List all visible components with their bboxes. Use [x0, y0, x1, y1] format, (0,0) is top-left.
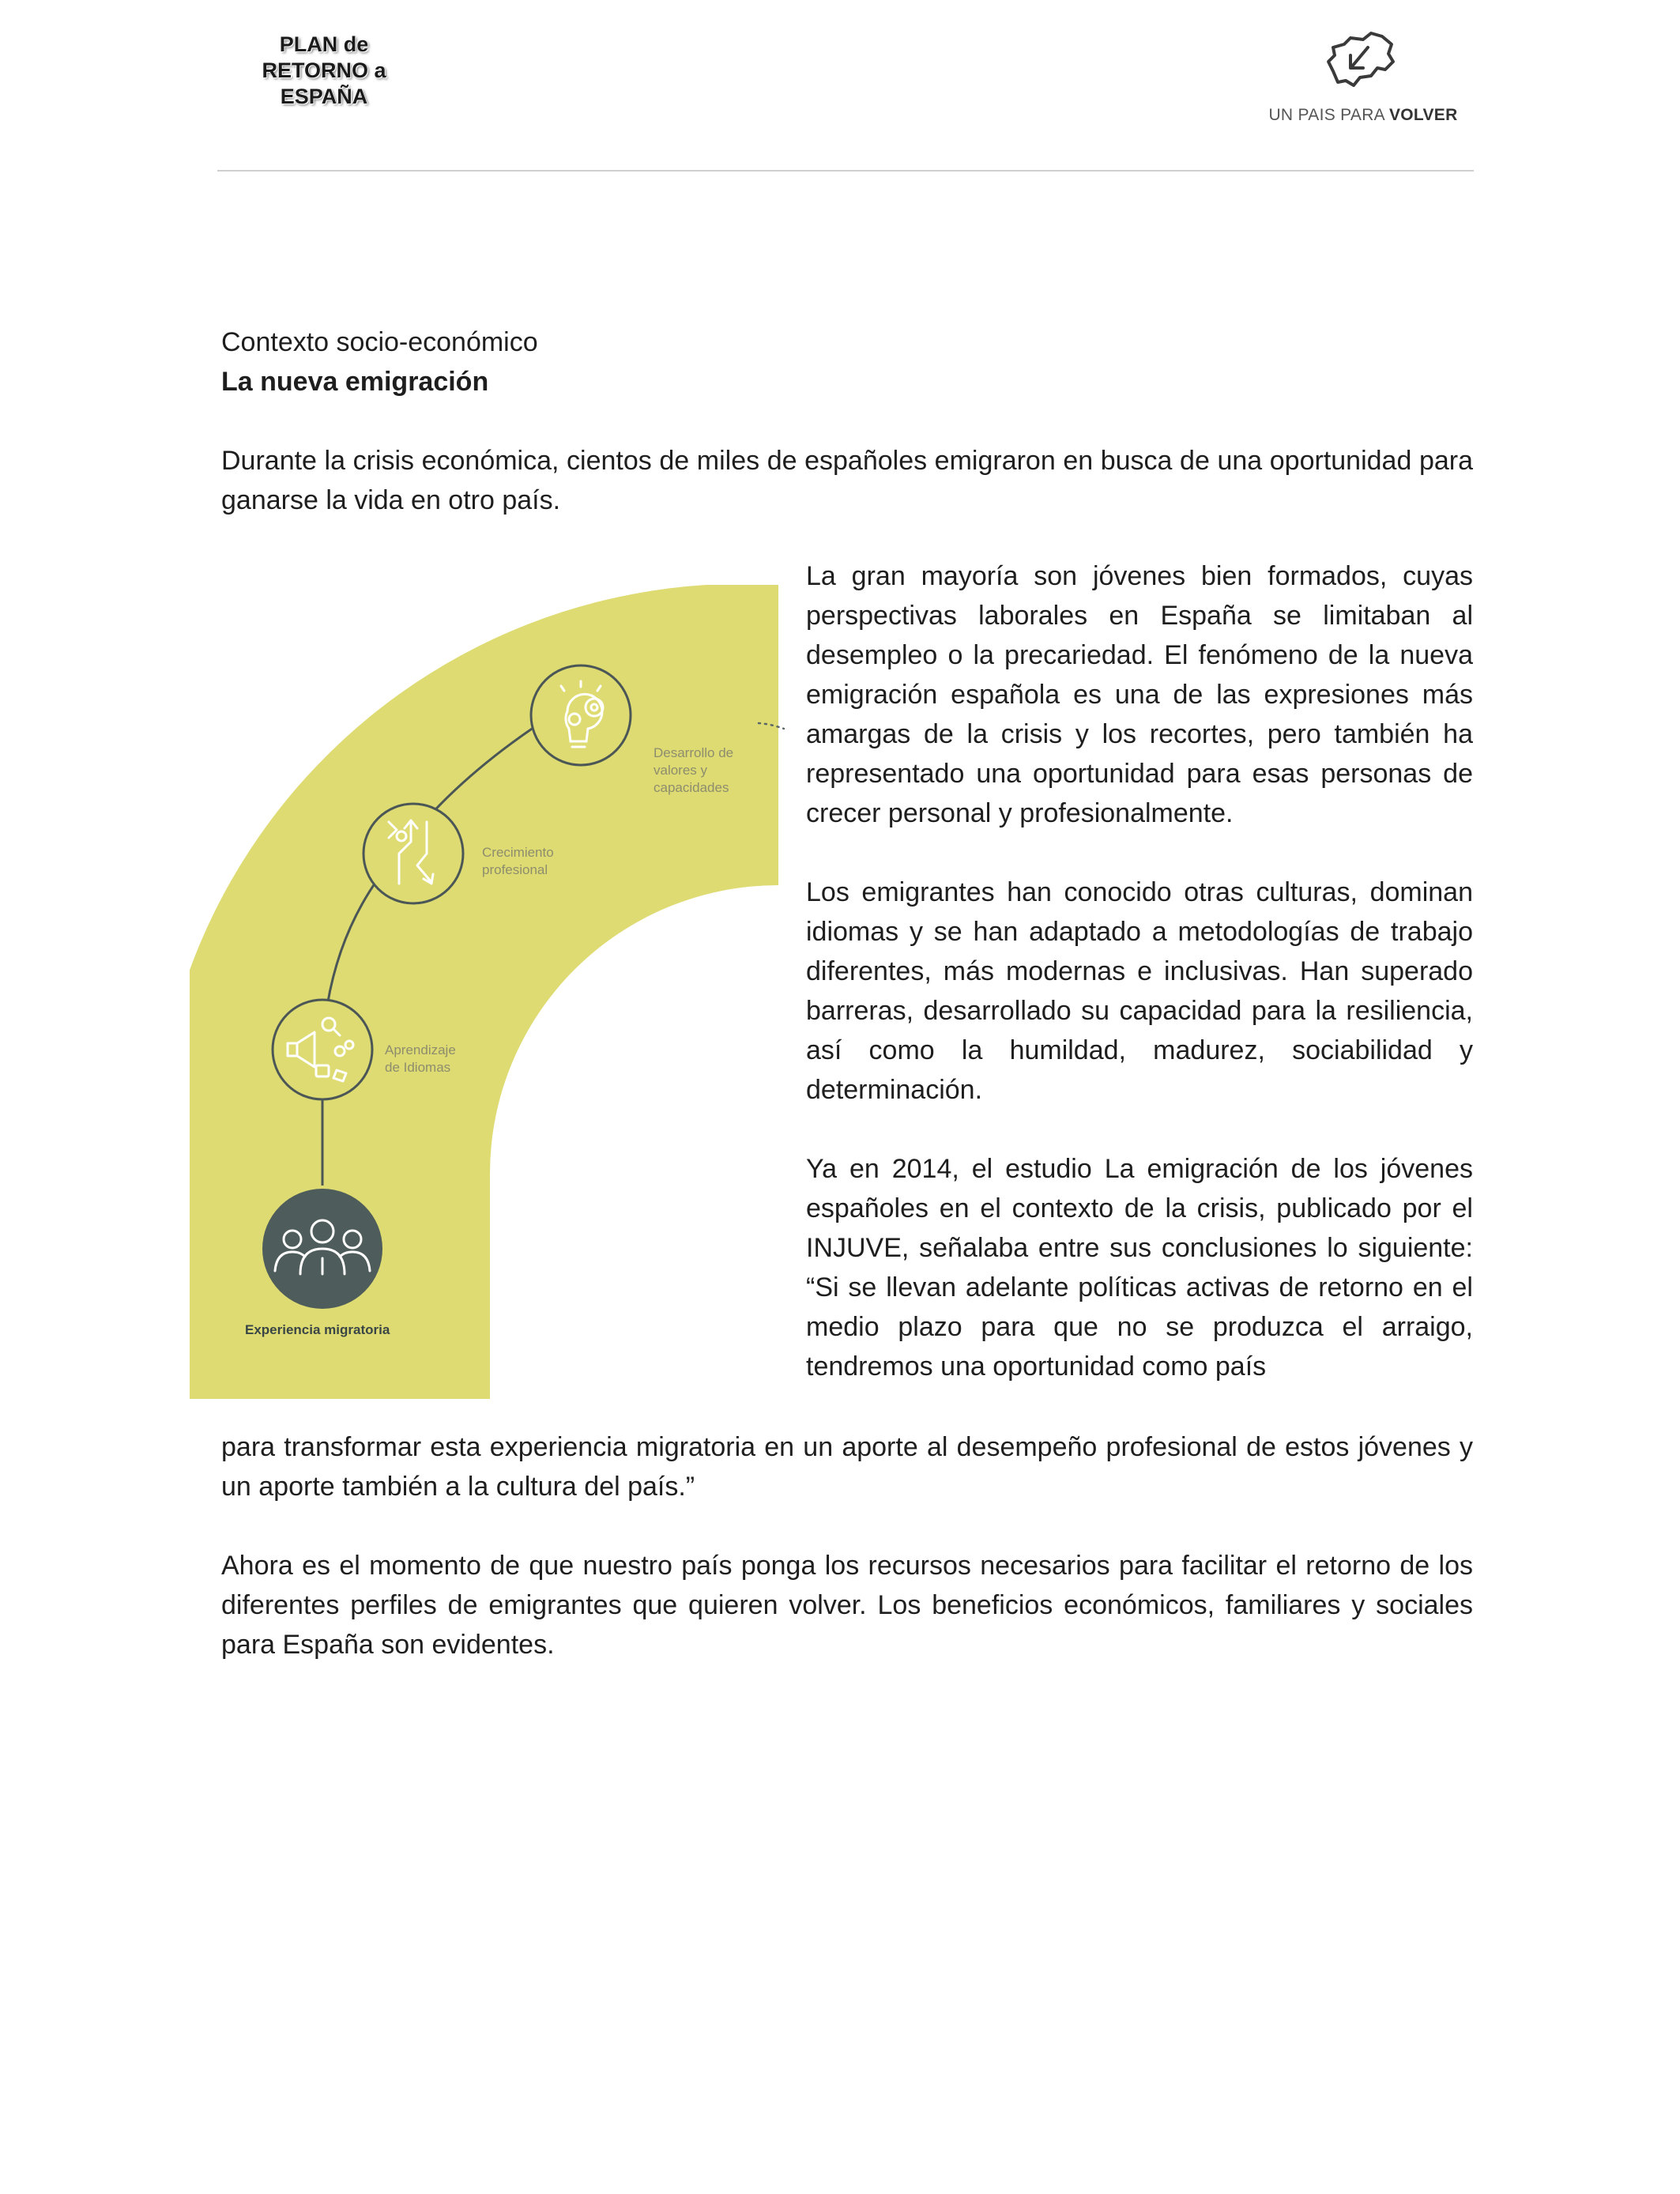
continuation-paragraph: para transformar esta experiencia migratoria en un aporte al desempeño profesional de estos jóvenes y un aporte también a la cultura del país.”: [221, 1432, 1473, 1502]
closing-paragraph: Ahora es el momento de que nuestro país ponga los recursos necesarios para facilitar el retorno de los diferentes perfiles de emigrantes que quieren volver. Los beneficios económicos, familiares y sociales para España son evidentes.: [221, 1551, 1473, 1660]
logo-line: RETORNO a: [262, 58, 386, 82]
column-paragraph: Ya en 2014, el estudio La emigración de los jóvenes españoles en el contexto de la crisis, publicado por el INJUVE, señalaba entre sus conclusiones lo siguiente: “Si se llevan adelante políticas activas de retorno en el medio plazo para que no se produzca el arraigo, tendremos una oportunidad como país: [806, 1154, 1473, 1382]
migration-journey-infographic: [190, 585, 790, 1399]
column-paragraph: La gran mayoría son jóvenes bien formados, cuyas perspectivas laborales en España se limitaban al desempleo o la precariedad. El fenómeno de la nueva emigración española es una de las expresiones más amargas de la crisis y los recortes, pero también ha representado una oportunidad para esas personas de crecer personal y profesionalmente.: [806, 561, 1473, 828]
page-title: La nueva emigración: [221, 367, 489, 397]
brand-tagline-light: UN PAIS PARA: [1268, 106, 1389, 124]
stage-label: de Idiomas: [385, 1060, 451, 1075]
map-arrow-icon: [1322, 30, 1401, 93]
stage-label: profesional: [482, 862, 548, 877]
header-divider: [217, 170, 1474, 172]
stage-label: Experiencia migratoria: [245, 1322, 390, 1337]
stage-label: capacidades: [654, 780, 729, 795]
brand-tagline-bold: VOLVER: [1388, 106, 1458, 124]
plan-retorno-logo: [225, 32, 423, 110]
stage-label: Crecimiento: [482, 845, 554, 860]
logo-line: ESPAÑA: [280, 85, 368, 108]
logo-line: PLAN de: [279, 32, 369, 56]
un-pais-para-volver-logo: [1252, 30, 1474, 125]
intro-paragraph: Durante la crisis económica, cientos de miles de españoles emigraron en busca de una oportunidad para ganarse la vida en otro país.: [221, 446, 1473, 515]
stage-label: Desarrollo de: [654, 745, 734, 760]
brand-tagline: [1252, 106, 1474, 125]
column-paragraph: Los emigrantes han conocido otras culturas, dominan idiomas y se han adaptado a metodologías de trabajo diferentes, más modernas e inclusivas. Han superado barreras, desarrollado su capacidad para la resiliencia, así como la humildad, madurez, sociabilidad y determinación.: [806, 877, 1473, 1105]
side-column: [806, 556, 1473, 1386]
stage-label: valores y: [654, 763, 708, 778]
stage-label: Aprendizaje: [385, 1042, 456, 1057]
section-label: Contexto socio-económico: [221, 327, 538, 357]
